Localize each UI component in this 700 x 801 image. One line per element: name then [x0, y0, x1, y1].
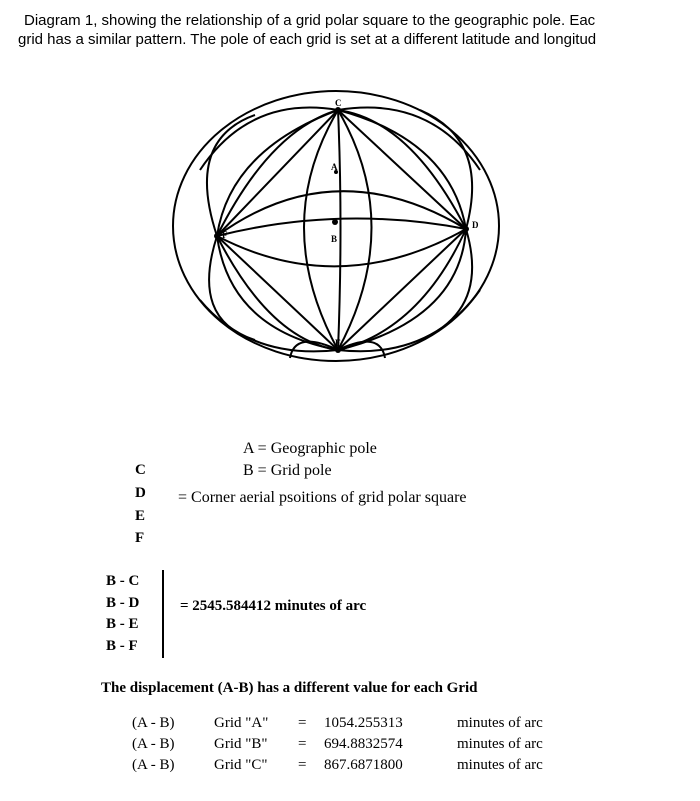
distance-value-text: = 2545.584412 minutes of arc [180, 598, 367, 614]
meridian-arc [338, 110, 341, 350]
displacement-row-3-unit: minutes of arc [457, 757, 543, 773]
distance-row-bf: B - F [106, 638, 138, 654]
caption-line-2: grid has a similar pattern. The pole of each grid is set at a different latitude and longitud [18, 31, 597, 48]
lower-arc [217, 229, 466, 266]
corner-letter-d: D [135, 485, 146, 501]
displacement-row-1-eq: = [298, 715, 307, 731]
displacement-row-1-value: 1054.255313 [324, 715, 403, 731]
square-edge-de [338, 229, 466, 350]
point-label-c: C [335, 98, 342, 108]
displacement-row-1-unit: minutes of arc [457, 715, 543, 731]
meridian-left-arc [304, 110, 338, 350]
distance-row-bd: B - D [106, 595, 140, 611]
meridian-right-arc [338, 110, 372, 350]
square-edge-cf [217, 110, 338, 236]
displacement-row-3-eq: = [298, 757, 307, 773]
point-label-b: B [331, 234, 338, 244]
corner-positions-text: = Corner aerial psoitions of grid polar square [178, 489, 467, 506]
displacement-row-2-label: (A - B) [132, 736, 175, 752]
corner-letter-c: C [135, 462, 146, 478]
corner-letter-e: E [135, 508, 146, 524]
point-label-d: D [472, 220, 479, 230]
distance-row-bc: B - C [106, 573, 140, 589]
displacement-row-2-value: 694.8832574 [324, 736, 403, 752]
displacement-row-1-label: (A - B) [132, 715, 175, 731]
distance-row-be: B - E [106, 616, 139, 632]
lobe-left-top [207, 115, 255, 236]
displacement-row-3-value: 867.6871800 [324, 757, 403, 773]
point-f-dot [214, 233, 220, 239]
point-b-dot [332, 219, 338, 225]
displacement-row-3-label: (A - B) [132, 757, 175, 773]
distance-bracket [162, 570, 164, 658]
legend-b-line: B = Grid pole [243, 462, 332, 479]
displacement-row-3-grid: Grid "C" [214, 757, 268, 773]
caption-line-1: Diagram 1, showing the relationship of a grid polar square to the geographic pole. Eac [24, 12, 596, 29]
point-label-a: A [331, 162, 338, 172]
legend-a-line: A = Geographic pole [243, 440, 377, 457]
displacement-heading: The displacement (A-B) has a different value for each Grid [101, 680, 478, 696]
point-label-f: F [222, 230, 228, 240]
displacement-row-2-unit: minutes of arc [457, 736, 543, 752]
corner-letter-f: F [135, 530, 145, 546]
displacement-row-2-eq: = [298, 736, 307, 752]
displacement-row-2-grid: Grid "B" [214, 736, 268, 752]
point-label-e: E [335, 338, 342, 348]
point-d-dot [463, 226, 469, 232]
displacement-row-1-grid: Grid "A" [214, 715, 269, 731]
